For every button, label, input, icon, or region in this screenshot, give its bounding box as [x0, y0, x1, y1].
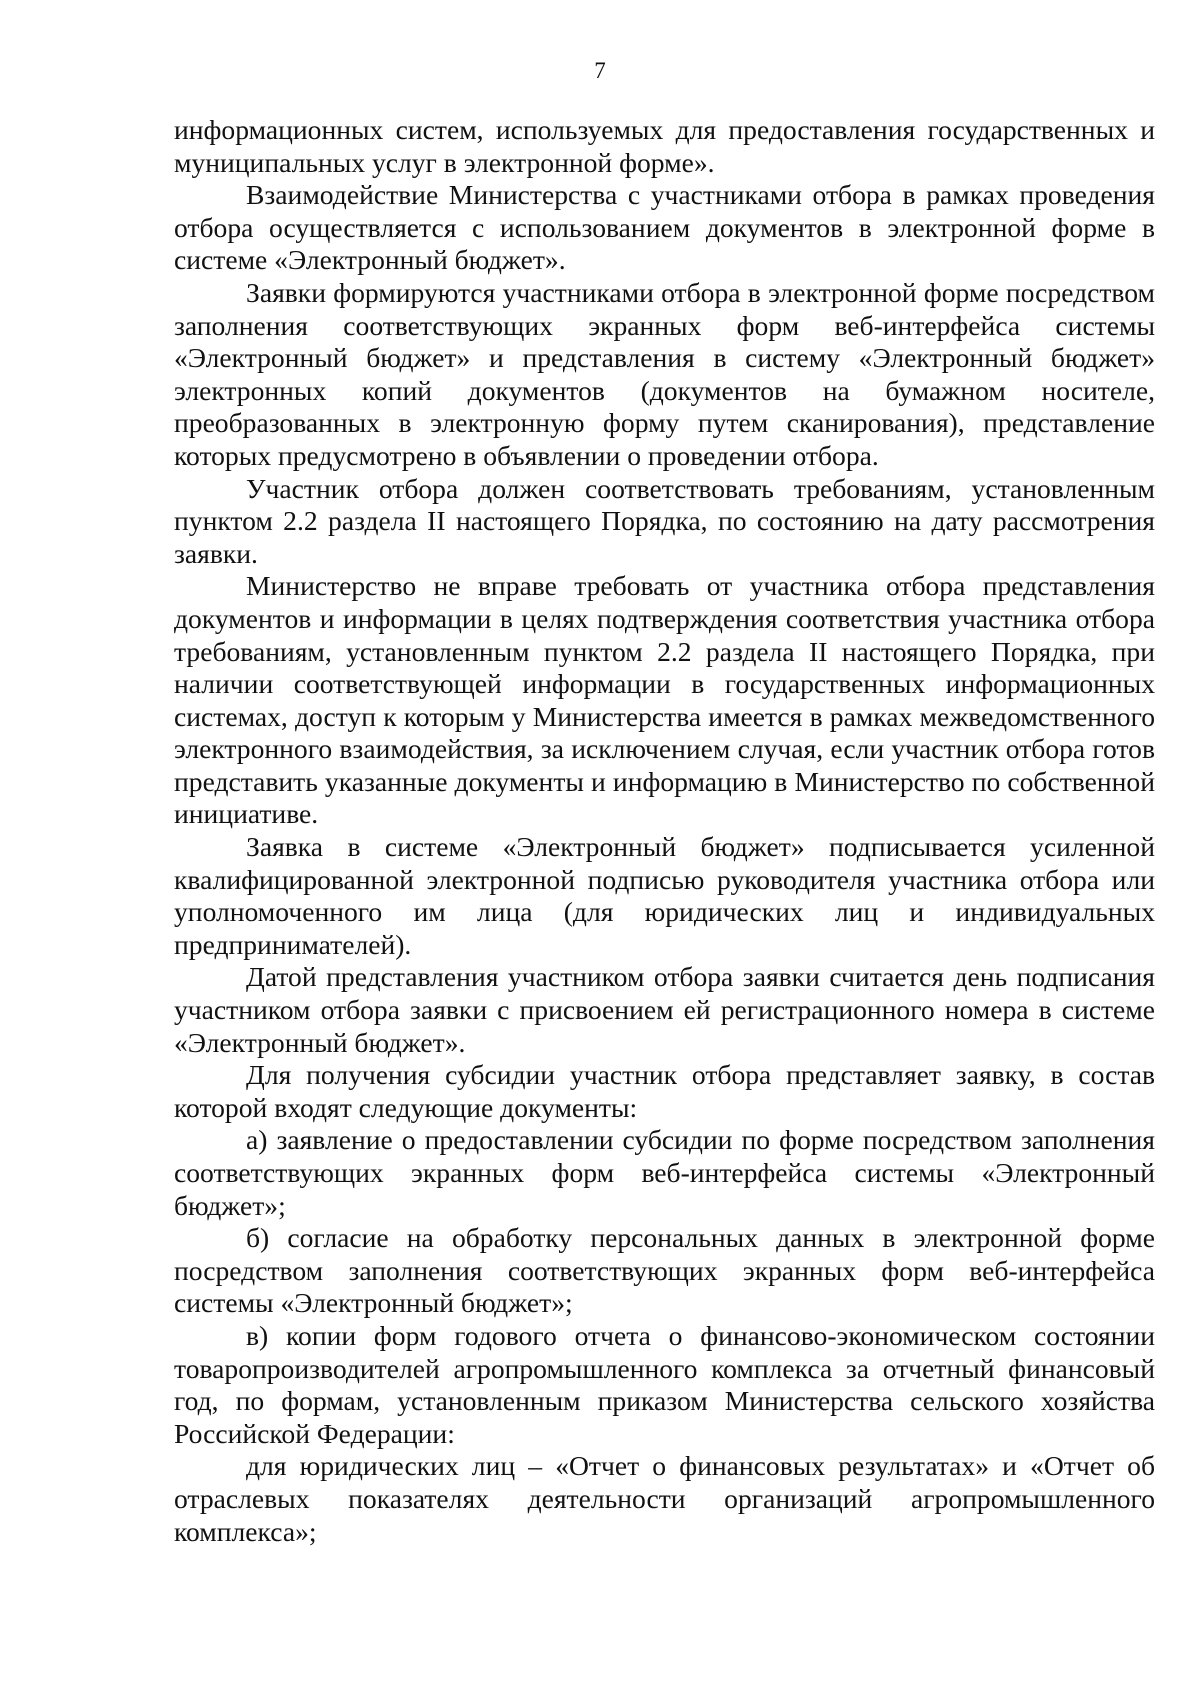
paragraph-1: информационных систем, используемых для предоставления государственных и муниципальных услуг в электронной форме». [174, 114, 1155, 178]
paragraph-7: Датой представления участником отбора заявки считается день подписания участником отбора заявки с присвоением ей регистрационного номера в системе «Электронный бюджет». [174, 961, 1155, 1058]
paragraph-6: Заявка в системе «Электронный бюджет» подписывается усиленной квалифицированной электронной подписью руководителя участника отбора или уполномоченного им лица (для юридических лиц и индивидуальных предпринимателей). [174, 831, 1155, 960]
document-body [174, 114, 1155, 1548]
paragraph-8: Для получения субсидии участник отбора представляет заявку, в состав которой входят следующие документы: [174, 1059, 1155, 1123]
paragraph-5: Министерство не вправе требовать от участника отбора представления документов и информации в целях подтверждения соответствия участника отбора требованиям, установленным пунктом 2.2 раздела II настоящего Порядка, при наличии соответствующей информации в государственных информационных системах, доступ к которым у Министерства имеется в рамках межведомственного электронного взаимодействия, за исключением случая, если участник отбора готов представить указанные документы и информацию в Министерство по собственной инициативе. [174, 570, 1155, 830]
list-item-v: в) копии форм годового отчета о финансово-экономическом состоянии товаропроизводителей агропромышленного комплекса за отчетный финансовый год, по формам, установленным приказом Министерства сельского хозяйства Российской Федерации: [174, 1319, 1155, 1449]
paragraph-4: Участник отбора должен соответствовать требованиям, установленным пунктом 2.2 раздела II настоящего Порядка, по состоянию на дату рассмотрения заявки. [174, 472, 1155, 569]
list-item-b: б) согласие на обработку персональных данных в электронной форме посредством заполнения соответствующих экранных форм веб-интерфейса системы «Электронный бюджет»; [174, 1222, 1155, 1319]
list-item-a: а) заявление о предоставлении субсидии по форме посредством заполнения соответствующих экранных форм веб-интерфейса системы «Электронный бюджет»; [174, 1124, 1155, 1221]
paragraph-3: Заявки формируются участниками отбора в электронной форме посредством заполнения соответствующих экранных форм веб-интерфейса системы «Электронный бюджет» и представления в систему «Электронный бюджет» электронных копий документов (документов на бумажном носителе, преобразованных в электронную форму путем сканирования), представление которых предусмотрено в объявлении о проведении отбора. [174, 276, 1155, 471]
paragraph-2: Взаимодействие Министерства с участниками отбора в рамках проведения отбора осуществляется с использованием документов в электронной форме в системе «Электронный бюджет». [174, 179, 1155, 276]
paragraph-legal-entities: для юридических лиц – «Отчет о финансовых результатах» и «Отчет об отраслевых показателях деятельности организаций агропромышленного комплекса»; [174, 1450, 1155, 1547]
page-number: 7 [594, 58, 606, 83]
